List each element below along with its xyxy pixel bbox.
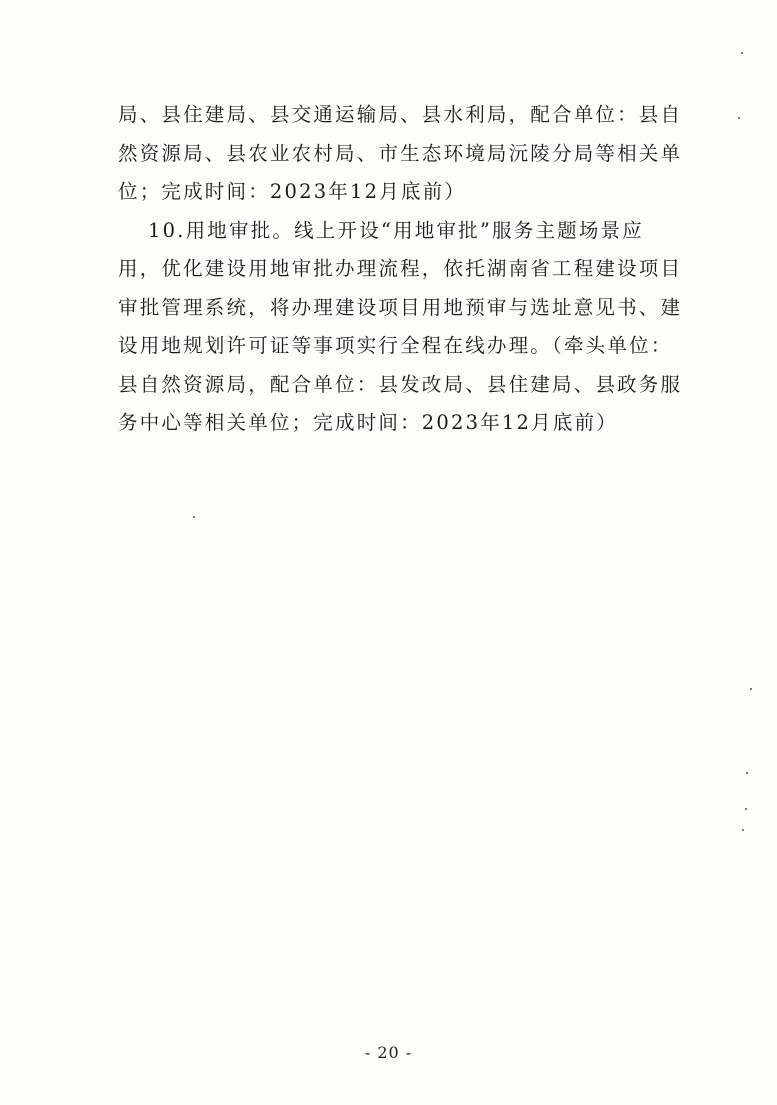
paragraph-heading-line: 10.用地审批。线上开设“用地审批”服务主题场景应 — [148, 218, 644, 242]
page-number: - 20 - — [364, 1043, 413, 1062]
text-line: 然资源局、县农业农村局、市生态环境局沅陵分局等相关单 — [118, 141, 683, 165]
text-line: 县自然资源局，配合单位：县发改局、县住建局、县政务服 — [118, 372, 683, 396]
text-line: 位；完成时间：2023年12月底前） — [118, 180, 467, 203]
scan-speck — [750, 688, 752, 690]
text-line: 设用地规划许可证等事项实行全程在线办理。（牵头单位： — [118, 334, 673, 357]
text-line: 用，优化建设用地审批办理流程，依托湖南省工程建设项目 — [118, 257, 683, 280]
scan-speck — [193, 516, 195, 518]
text-line: 局、县住建局、县交通运输局、县水利局，配合单位：县自 — [118, 103, 683, 126]
scan-speck — [746, 772, 748, 774]
scan-speck — [738, 117, 740, 119]
scan-speck — [741, 52, 743, 54]
scan-speck — [742, 829, 744, 831]
document-body — [118, 96, 683, 443]
text-line: 务中心等相关单位；完成时间：2023年12月底前） — [118, 411, 618, 434]
text-line: 审批管理系统，将办理建设项目用地预审与选址意见书、建 — [118, 295, 683, 319]
scan-speck — [745, 808, 747, 810]
